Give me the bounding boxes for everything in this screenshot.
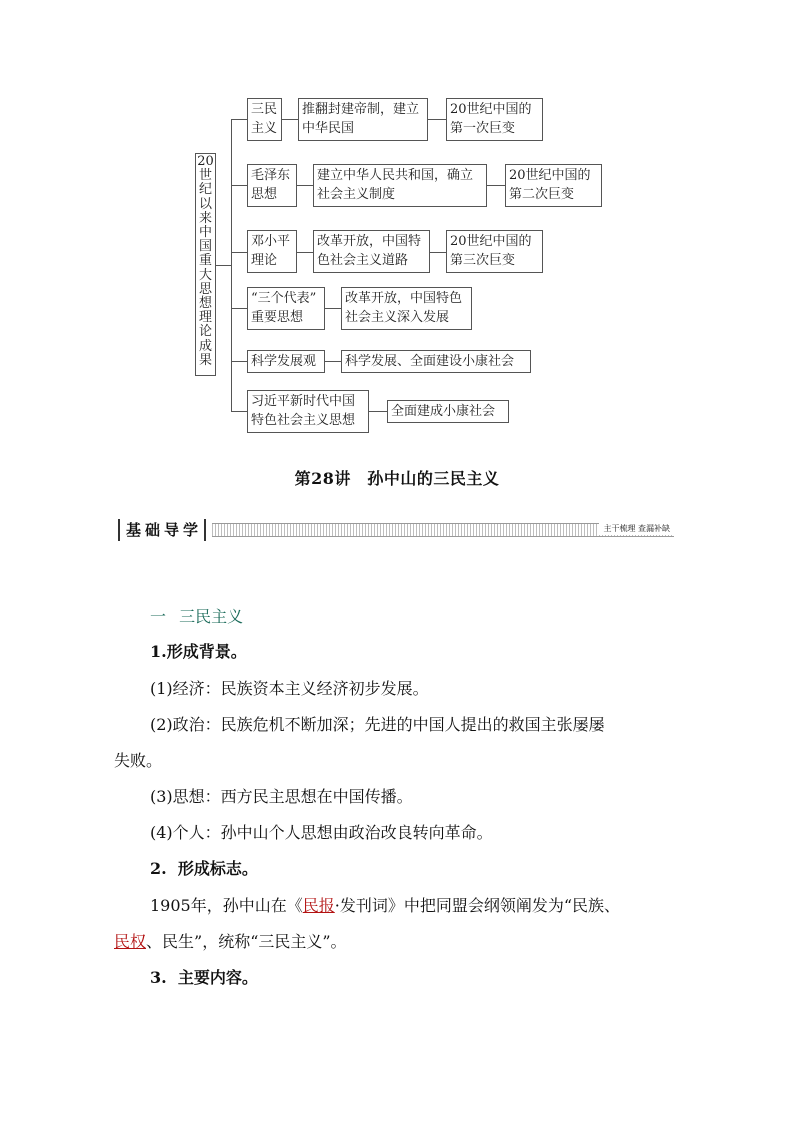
row6-theory-box: 习近平新时代中国 特色社会主义思想: [247, 390, 369, 433]
banner-label: 基础导学: [118, 519, 206, 541]
row3-theory-box: 邓小平 理论: [247, 230, 297, 273]
text-1905: 1905年，孙中山在《: [150, 896, 303, 915]
para-symbol-heading: 2. 形成标志。: [150, 859, 258, 878]
text-fakanci: ·发刊词》中把同盟会纲领阐发为“民族、: [334, 896, 621, 915]
row2-result-box: 20世纪中国的 第二次巨变: [505, 164, 602, 207]
diagram-root-box: 20 世 纪 以 来 中 国 重 大 思 想 理 论 成 果: [195, 153, 216, 376]
row2-content-box: 建立中华人民共和国，确立 社会主义制度: [313, 164, 487, 207]
para-politics-line1: (2)政治：民族危机不断加深；先进的中国人提出的救国主张屡屡: [150, 715, 605, 734]
row4-content-box: 改革开放，中国特色 社会主义深入发展: [341, 287, 472, 330]
section-number: 一: [150, 607, 167, 626]
row3-result-box: 20世纪中国的 第三次巨变: [446, 230, 543, 273]
lesson-title: 第28讲 孙中山的三民主义: [294, 469, 500, 488]
section-banner: [118, 519, 674, 541]
row2-theory-box: 毛泽东 思想: [247, 164, 297, 207]
section-heading: [150, 604, 243, 627]
para-content-heading: 3. 主要内容。: [150, 968, 258, 987]
para-economy: (1)经济：民族资本主义经济初步发展。: [150, 679, 429, 698]
para-personal: (4)个人：孙中山个人思想由政治改良转向革命。: [150, 823, 493, 842]
row6-content-box: 全面建成小康社会: [387, 400, 509, 423]
row1-content-box: 推翻封建帝制，建立 中华民国: [298, 98, 428, 141]
banner-right-label: 主干梳理 查漏补缺: [599, 523, 674, 535]
row1-result-box: 20世纪中国的 第一次巨变: [446, 98, 543, 141]
theory-diagram: [0, 0, 794, 450]
row5-content-box: 科学发展、全面建设小康社会: [341, 350, 531, 373]
link-minquan[interactable]: 民权: [114, 932, 147, 951]
row3-content-box: 改革开放，中国特 色社会主义道路: [313, 230, 430, 273]
row1-theory-box: 三民 主义: [247, 98, 282, 141]
link-minbao[interactable]: 民报: [302, 896, 335, 915]
text-minsheng: 、民生”，统称“三民主义”。: [146, 932, 347, 951]
para-thought: (3)思想：西方民主思想在中国传播。: [150, 787, 413, 806]
para-symbol-line1: [150, 896, 620, 916]
row4-theory-box: “三个代表” 重要思想: [247, 287, 325, 330]
section-title: 三民主义: [179, 607, 244, 626]
para-symbol-line2: [114, 932, 347, 952]
para-background-heading: 1.形成背景。: [150, 642, 247, 661]
row5-theory-box: 科学发展观: [247, 350, 325, 373]
para-politics-line2: 失败。: [114, 751, 163, 770]
